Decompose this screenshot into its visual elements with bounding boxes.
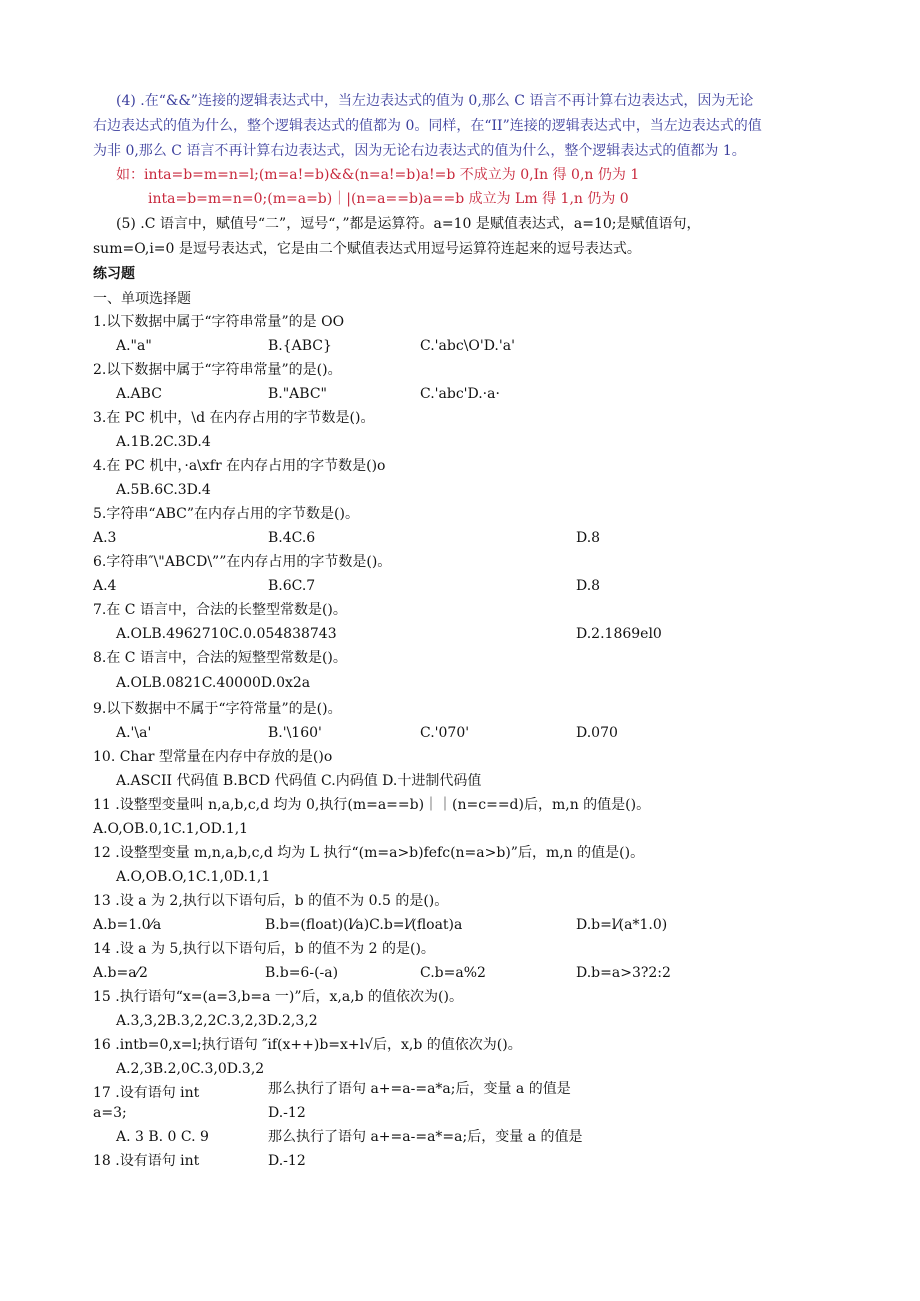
question-13-option-d: D.b=l⁄(a*1.0)	[576, 917, 668, 933]
question-17-stem-rest: 那么执行了语句 a+=a-=a*a;后，变量 a 的值是	[268, 1081, 571, 1097]
question-9-option-a: A.'\a'	[116, 725, 152, 741]
question-17-option-d: D.-12	[268, 1105, 306, 1121]
question-1-option-b: B.{ABC}	[268, 338, 332, 354]
question-5-option-bc: B.4C.6	[268, 530, 316, 546]
question-18-options: A. 3 B. 0 C. 9	[116, 1129, 209, 1145]
question-14-option-d: D.b=a>3?2:2	[576, 965, 671, 981]
question-13-option-bc: B.b=(float)(l⁄a)C.b=l⁄(float)a	[265, 917, 463, 933]
question-1-stem: 1.以下数据中属于“字符串常量”的是 OO	[93, 314, 345, 330]
question-18-option-d: D.-12	[268, 1153, 306, 1169]
question-9-option-d: D.070	[576, 725, 618, 741]
question-14-option-b: B.b=6-(-a)	[265, 965, 339, 981]
question-6-option-d: D.8	[576, 578, 601, 594]
question-7-option-abc: A.OLB.4962710C.0.054838743	[116, 626, 337, 642]
question-17-declaration: a=3;	[93, 1105, 127, 1121]
question-10-stem: 10. Char 型常量在内存中存放的是()o	[93, 749, 333, 765]
question-13-stem: 13 .设 a 为 2,执行以下语句后，b 的值不为 0.5 的是()。	[93, 893, 449, 909]
question-13-option-a: A.b=1.0⁄a	[93, 917, 162, 933]
question-2-option-c: C.'abc'D.·a·	[420, 386, 500, 402]
question-6-stem: 6.字符串″\"ABCD\””在内存占用的字节数是()。	[93, 554, 392, 570]
question-14-stem: 14 .设 a 为 5,执行以下语句后，b 的值不为 2 的是()。	[93, 941, 435, 957]
question-18-stem-rest: 那么执行了语句 a+=a-=a*=a;后，变量 a 的值是	[268, 1129, 583, 1145]
question-8-options: A.OLB.0821C.40000D.0x2a	[116, 675, 311, 691]
note-4-line-2: 右边表达式的值为什么，整个逻辑表达式的值都为 0。同样，在“II”连接的逻辑表达式中，当左边表达式的值	[93, 118, 762, 134]
question-1-option-c: C.'abc\O'D.'a'	[420, 338, 515, 354]
note-5-line-1: (5) .C 语言中，赋值号“二”，逗号“，”都是运算符。a=10 是赋值表达式，a=10;是赋值语句，	[116, 216, 701, 232]
question-7-option-d: D.2.1869el0	[576, 626, 662, 642]
example-line-1: 如：inta=b=m=n=l;(m=a!=b)&&(n=a!=b)a!=b 不成立为 0,In 得 0,n 仍为 1	[116, 167, 640, 183]
question-5-option-d: D.8	[576, 530, 601, 546]
question-17-number: 17 .设有语句 int	[93, 1085, 200, 1101]
question-16-stem: 16 .intb=0,x=l;执行语句 ″if(x++)b=x+l√后，x,b 的值依次为()。	[93, 1037, 522, 1053]
question-14-option-a: A.b=a⁄2	[93, 965, 148, 981]
question-5-option-a: A.3	[93, 530, 117, 546]
subsection-title: 一、单项选择题	[93, 291, 191, 307]
question-10-options: A.ASCII 代码值 B.BCD 代码值 C.内码值 D.十进制代码值	[116, 773, 482, 789]
question-16-options: A.2,3B.2,0C.3,0D.3,2	[116, 1061, 265, 1077]
question-7-stem: 7.在 C 语言中，合法的长整型常数是()。	[93, 602, 347, 618]
section-title: 练习题	[93, 266, 135, 282]
note-5-line-2: sum=O,i=0 是逗号表达式，它是由二个赋值表达式用逗号运算符连起来的逗号表达式。	[93, 241, 641, 257]
question-15-options: A.3,3,2B.3,2,2C.3,2,3D.2,3,2	[116, 1013, 318, 1029]
question-3-options: A.1B.2C.3D.4	[116, 434, 211, 450]
question-9-stem: 9.以下数据中不属于“字符常量”的是()。	[93, 701, 342, 717]
note-4-line-3: 为非 0,那么 C 语言不再计算右边表达式，因为无论右边表达式的值为什么，整个逻辑表达式的值都为 1。	[93, 143, 746, 159]
question-11-stem: 11 .设整型变量叫 n,a,b,c,d 均为 0,执行(m=a==b)｜｜(n=c==d)后，m,n 的值是()。	[93, 797, 651, 813]
example-line-2: inta=b=m=n=0;(m=a=b)｜|(n=a==b)a==b 成立为 Lm 得 1,n 仍为 0	[148, 191, 629, 207]
question-2-option-b: B."ABC"	[268, 386, 327, 402]
question-12-options: A.O,OB.O,1C.1,0D.1,1	[116, 869, 271, 885]
question-6-option-a: A.4	[93, 578, 117, 594]
question-15-stem: 15 .执行语句“x=(a=3,b=a 一)”后，x,a,b 的值依次为()。	[93, 989, 463, 1005]
question-6-option-bc: B.6C.7	[268, 578, 316, 594]
question-9-option-b: B.'\160'	[268, 725, 322, 741]
note-4-line-1: (4) .在“&&”连接的逻辑表达式中，当左边表达式的值为 0,那么 C 语言不再计算右边表达式，因为无论	[116, 93, 754, 109]
question-9-option-c: C.'070'	[420, 725, 470, 741]
question-2-option-a: A.ABC	[116, 386, 162, 402]
question-2-stem: 2.以下数据中属于“字符串常量”的是()。	[93, 362, 342, 378]
question-11-options: A.O,OB.0,1C.1,OD.1,1	[93, 821, 249, 837]
question-12-stem: 12 .设整型变量 m,n,a,b,c,d 均为 L 执行“(m=a>b)fefc(n=a>b)”后，m,n 的值是()。	[93, 845, 645, 861]
question-3-stem: 3.在 PC 机中，\d 在内存占用的字节数是()。	[93, 410, 375, 426]
question-4-options: A.5B.6C.3D.4	[116, 482, 211, 498]
question-14-option-c: C.b=a%2	[420, 965, 486, 981]
question-1-option-a: A."a"	[116, 338, 152, 354]
question-4-stem: 4.在 PC 机中，·a\xfr 在内存占用的字节数是()o	[93, 458, 386, 474]
question-8-stem: 8.在 C 语言中，合法的短整型常数是()。	[93, 650, 347, 666]
question-18-number: 18 .设有语句 int	[93, 1153, 200, 1169]
question-5-stem: 5.字符串“ABC”在内存占用的字节数是()。	[93, 506, 359, 522]
